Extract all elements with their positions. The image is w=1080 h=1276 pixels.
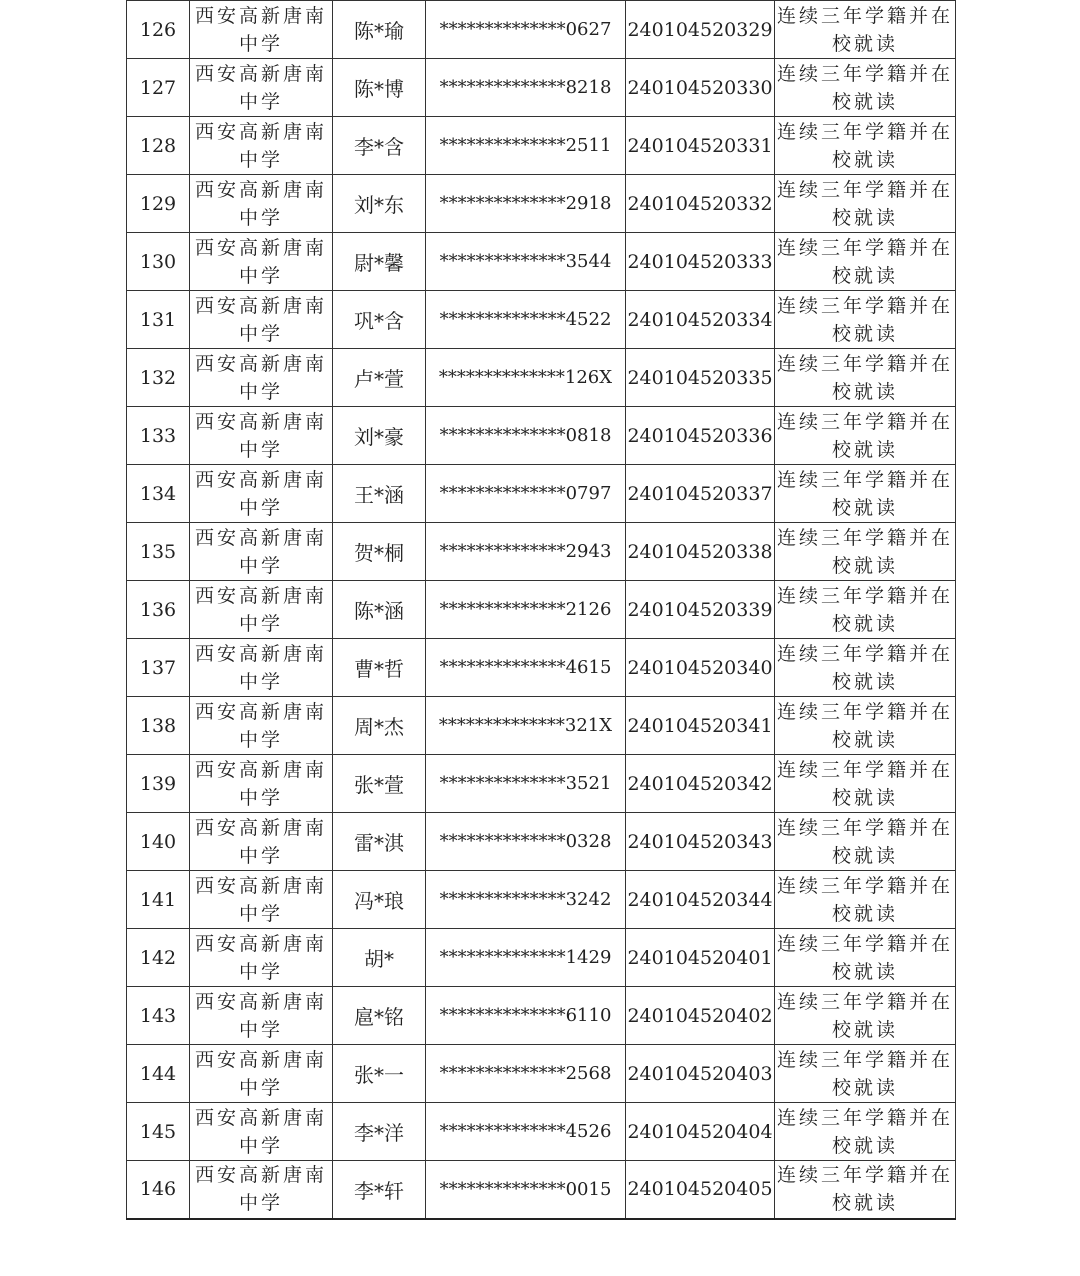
school-cell [190,59,333,117]
school-cell-line: 西安高新唐南 [194,874,327,897]
school-cell-line: 西安高新唐南 [194,294,327,317]
remark-cell [775,523,956,581]
student-name-cell: 冯*琅 [333,871,426,929]
remark-cell-line: 校就读 [831,264,898,287]
student-name-cell: 陈*博 [333,59,426,117]
registration-number-cell: 240104520335 [626,349,775,407]
id-number-cell: **************0015 [426,1161,626,1219]
table-row [127,1045,956,1103]
remark-cell-line: 连续三年学籍并在 [776,932,953,955]
school-cell-line: 西安高新唐南 [194,1106,327,1129]
remark-cell-line: 连续三年学籍并在 [776,1164,953,1187]
student-name-cell: 张*一 [333,1045,426,1103]
student-name-cell: 巩*含 [333,291,426,349]
student-name-cell: 胡* [333,929,426,987]
remark-cell-line: 校就读 [831,322,898,345]
registration-number-cell: 240104520331 [626,117,775,175]
remark-cell-line: 校就读 [831,1018,898,1041]
id-number-cell: **************2918 [426,175,626,233]
remark-cell-line: 连续三年学籍并在 [776,526,953,549]
id-number-cell: **************2511 [426,117,626,175]
school-cell-line: 西安高新唐南 [194,468,327,491]
school-cell-line: 西安高新唐南 [194,1164,327,1187]
school-cell-line: 西安高新唐南 [194,1048,327,1071]
remark-cell [775,465,956,523]
row-number-cell: 132 [127,349,190,407]
remark-cell-line: 连续三年学籍并在 [776,1106,953,1129]
remark-cell [775,407,956,465]
school-cell-line: 中学 [238,1018,283,1041]
registration-number-cell: 240104520330 [626,59,775,117]
remark-cell-line: 校就读 [831,554,898,577]
table-row [127,233,956,291]
remark-cell [775,117,956,175]
row-number-cell: 131 [127,291,190,349]
school-cell-line: 西安高新唐南 [194,236,327,259]
registration-number-cell: 240104520329 [626,1,775,59]
row-number-cell: 130 [127,233,190,291]
table-row [127,465,956,523]
remark-cell-line: 校就读 [831,728,898,751]
table-row [127,1,956,59]
school-cell [190,349,333,407]
school-cell-line: 中学 [238,90,283,113]
school-cell [190,233,333,291]
school-cell-line: 西安高新唐南 [194,4,327,27]
row-number-cell: 144 [127,1045,190,1103]
remark-cell [775,175,956,233]
school-cell [190,175,333,233]
row-number-cell: 126 [127,1,190,59]
school-cell-line: 西安高新唐南 [194,642,327,665]
student-name-cell: 张*萱 [333,755,426,813]
student-name-cell: 刘*豪 [333,407,426,465]
remark-cell-line: 校就读 [831,1076,898,1099]
remark-cell [775,987,956,1045]
school-cell [190,929,333,987]
registration-number-cell: 240104520343 [626,813,775,871]
school-cell-line: 中学 [238,960,283,983]
table-row [127,291,956,349]
id-number-cell: **************4526 [426,1103,626,1161]
school-cell-line: 中学 [238,32,283,55]
remark-cell [775,871,956,929]
remark-cell-line: 连续三年学籍并在 [776,758,953,781]
school-cell-line: 中学 [238,322,283,345]
school-cell-line: 中学 [238,670,283,693]
school-cell [190,813,333,871]
table-row [127,697,956,755]
remark-cell [775,349,956,407]
remark-cell [775,59,956,117]
row-number-cell: 136 [127,581,190,639]
table-row [127,1103,956,1161]
id-number-cell: **************2126 [426,581,626,639]
remark-cell [775,813,956,871]
school-cell-line: 中学 [238,612,283,635]
row-number-cell: 139 [127,755,190,813]
table-row [127,755,956,813]
registration-number-cell: 240104520340 [626,639,775,697]
remark-cell [775,639,956,697]
school-cell-line: 中学 [238,554,283,577]
id-number-cell: **************3544 [426,233,626,291]
student-name-cell: 尉*馨 [333,233,426,291]
school-cell-line: 西安高新唐南 [194,816,327,839]
remark-cell-line: 连续三年学籍并在 [776,294,953,317]
school-cell-line: 西安高新唐南 [194,120,327,143]
registration-number-cell: 240104520342 [626,755,775,813]
school-cell [190,1,333,59]
school-cell [190,697,333,755]
school-cell-line: 中学 [238,1192,283,1215]
remark-cell-line: 连续三年学籍并在 [776,120,953,143]
remark-cell-line: 连续三年学籍并在 [776,816,953,839]
remark-cell-line: 连续三年学籍并在 [776,352,953,375]
student-name-cell: 卢*萱 [333,349,426,407]
table-row [127,523,956,581]
student-list-table [126,0,956,1220]
remark-cell [775,929,956,987]
registration-number-cell: 240104520334 [626,291,775,349]
registration-number-cell: 240104520338 [626,523,775,581]
school-cell [190,987,333,1045]
school-cell [190,639,333,697]
student-name-cell: 李*轩 [333,1161,426,1219]
student-name-cell: 曹*哲 [333,639,426,697]
school-cell-line: 中学 [238,1076,283,1099]
table-row [127,407,956,465]
id-number-cell: **************2568 [426,1045,626,1103]
school-cell [190,1103,333,1161]
remark-cell-line: 校就读 [831,496,898,519]
student-name-cell: 陈*涵 [333,581,426,639]
id-number-cell: **************0627 [426,1,626,59]
school-cell-line: 西安高新唐南 [194,758,327,781]
school-cell-line: 西安高新唐南 [194,700,327,723]
school-cell-line: 西安高新唐南 [194,584,327,607]
student-name-cell: 李*含 [333,117,426,175]
student-name-cell: 周*杰 [333,697,426,755]
remark-cell-line: 连续三年学籍并在 [776,874,953,897]
registration-number-cell: 240104520339 [626,581,775,639]
row-number-cell: 129 [127,175,190,233]
school-cell [190,291,333,349]
registration-number-cell: 240104520402 [626,987,775,1045]
row-number-cell: 137 [127,639,190,697]
remark-cell-line: 校就读 [831,786,898,809]
registration-number-cell: 240104520333 [626,233,775,291]
remark-cell-line: 校就读 [831,1134,898,1157]
table-row [127,349,956,407]
remark-cell-line: 校就读 [831,960,898,983]
student-name-cell: 李*洋 [333,1103,426,1161]
id-number-cell: **************8218 [426,59,626,117]
row-number-cell: 142 [127,929,190,987]
remark-cell-line: 连续三年学籍并在 [776,1048,953,1071]
remark-cell [775,1,956,59]
table-row [127,639,956,697]
table-row [127,581,956,639]
remark-cell-line: 校就读 [831,380,898,403]
school-cell [190,523,333,581]
id-number-cell: **************0818 [426,407,626,465]
remark-cell [775,233,956,291]
remark-cell-line: 校就读 [831,148,898,171]
table-row [127,1161,956,1219]
school-cell [190,1161,333,1219]
school-cell-line: 中学 [238,1134,283,1157]
school-cell-line: 西安高新唐南 [194,352,327,375]
row-number-cell: 140 [127,813,190,871]
school-cell [190,581,333,639]
remark-cell-line: 连续三年学籍并在 [776,236,953,259]
remark-cell-line: 连续三年学籍并在 [776,178,953,201]
registration-number-cell: 240104520336 [626,407,775,465]
remark-cell-line: 校就读 [831,844,898,867]
row-number-cell: 146 [127,1161,190,1219]
table-row [127,175,956,233]
row-number-cell: 143 [127,987,190,1045]
id-number-cell: **************2943 [426,523,626,581]
remark-cell-line: 连续三年学籍并在 [776,4,953,27]
remark-cell [775,1103,956,1161]
remark-cell-line: 连续三年学籍并在 [776,468,953,491]
school-cell-line: 中学 [238,380,283,403]
id-number-cell: **************3242 [426,871,626,929]
remark-cell-line: 连续三年学籍并在 [776,700,953,723]
id-number-cell: **************126X [426,349,626,407]
row-number-cell: 145 [127,1103,190,1161]
row-number-cell: 135 [127,523,190,581]
school-cell-line: 西安高新唐南 [194,932,327,955]
row-number-cell: 141 [127,871,190,929]
registration-number-cell: 240104520341 [626,697,775,755]
table-row [127,59,956,117]
school-cell-line: 中学 [238,496,283,519]
remark-cell [775,697,956,755]
school-cell-line: 中学 [238,438,283,461]
row-number-cell: 128 [127,117,190,175]
id-number-cell: **************4522 [426,291,626,349]
remark-cell [775,581,956,639]
id-number-cell: **************321X [426,697,626,755]
row-number-cell: 134 [127,465,190,523]
registration-number-cell: 240104520337 [626,465,775,523]
row-number-cell: 127 [127,59,190,117]
remark-cell-line: 校就读 [831,206,898,229]
student-name-cell: 扈*铭 [333,987,426,1045]
remark-cell-line: 校就读 [831,90,898,113]
registration-number-cell: 240104520404 [626,1103,775,1161]
school-cell [190,465,333,523]
remark-cell-line: 校就读 [831,438,898,461]
remark-cell-line: 校就读 [831,670,898,693]
id-number-cell: **************6110 [426,987,626,1045]
table-row [127,987,956,1045]
remark-cell [775,1161,956,1219]
school-cell-line: 中学 [238,844,283,867]
school-cell [190,755,333,813]
registration-number-cell: 240104520401 [626,929,775,987]
remark-cell-line: 校就读 [831,32,898,55]
school-cell-line: 中学 [238,728,283,751]
table-row [127,871,956,929]
table-row [127,117,956,175]
remark-cell-line: 连续三年学籍并在 [776,410,953,433]
registration-number-cell: 240104520405 [626,1161,775,1219]
remark-cell-line: 连续三年学籍并在 [776,990,953,1013]
school-cell [190,407,333,465]
remark-cell-line: 校就读 [831,902,898,925]
registration-number-cell: 240104520332 [626,175,775,233]
remark-cell-line: 校就读 [831,1192,898,1215]
remark-cell-line: 校就读 [831,612,898,635]
school-cell-line: 中学 [238,902,283,925]
remark-cell-line: 连续三年学籍并在 [776,62,953,85]
school-cell [190,871,333,929]
remark-cell [775,291,956,349]
school-cell-line: 西安高新唐南 [194,990,327,1013]
student-name-cell: 王*涵 [333,465,426,523]
table-row [127,813,956,871]
school-cell-line: 中学 [238,206,283,229]
school-cell-line: 中学 [238,148,283,171]
table-body [127,1,956,1219]
remark-cell-line: 连续三年学籍并在 [776,642,953,665]
school-cell-line: 西安高新唐南 [194,410,327,433]
id-number-cell: **************4615 [426,639,626,697]
school-cell [190,1045,333,1103]
id-number-cell: **************3521 [426,755,626,813]
school-cell [190,117,333,175]
row-number-cell: 138 [127,697,190,755]
school-cell-line: 西安高新唐南 [194,178,327,201]
row-number-cell: 133 [127,407,190,465]
school-cell-line: 西安高新唐南 [194,62,327,85]
remark-cell [775,1045,956,1103]
student-name-cell: 贺*桐 [333,523,426,581]
school-cell-line: 西安高新唐南 [194,526,327,549]
id-number-cell: **************1429 [426,929,626,987]
registration-number-cell: 240104520344 [626,871,775,929]
student-name-cell: 雷*淇 [333,813,426,871]
student-name-cell: 陈*瑜 [333,1,426,59]
school-cell-line: 中学 [238,786,283,809]
remark-cell-line: 连续三年学籍并在 [776,584,953,607]
id-number-cell: **************0797 [426,465,626,523]
student-name-cell: 刘*东 [333,175,426,233]
school-cell-line: 中学 [238,264,283,287]
table-row [127,929,956,987]
registration-number-cell: 240104520403 [626,1045,775,1103]
id-number-cell: **************0328 [426,813,626,871]
remark-cell [775,755,956,813]
